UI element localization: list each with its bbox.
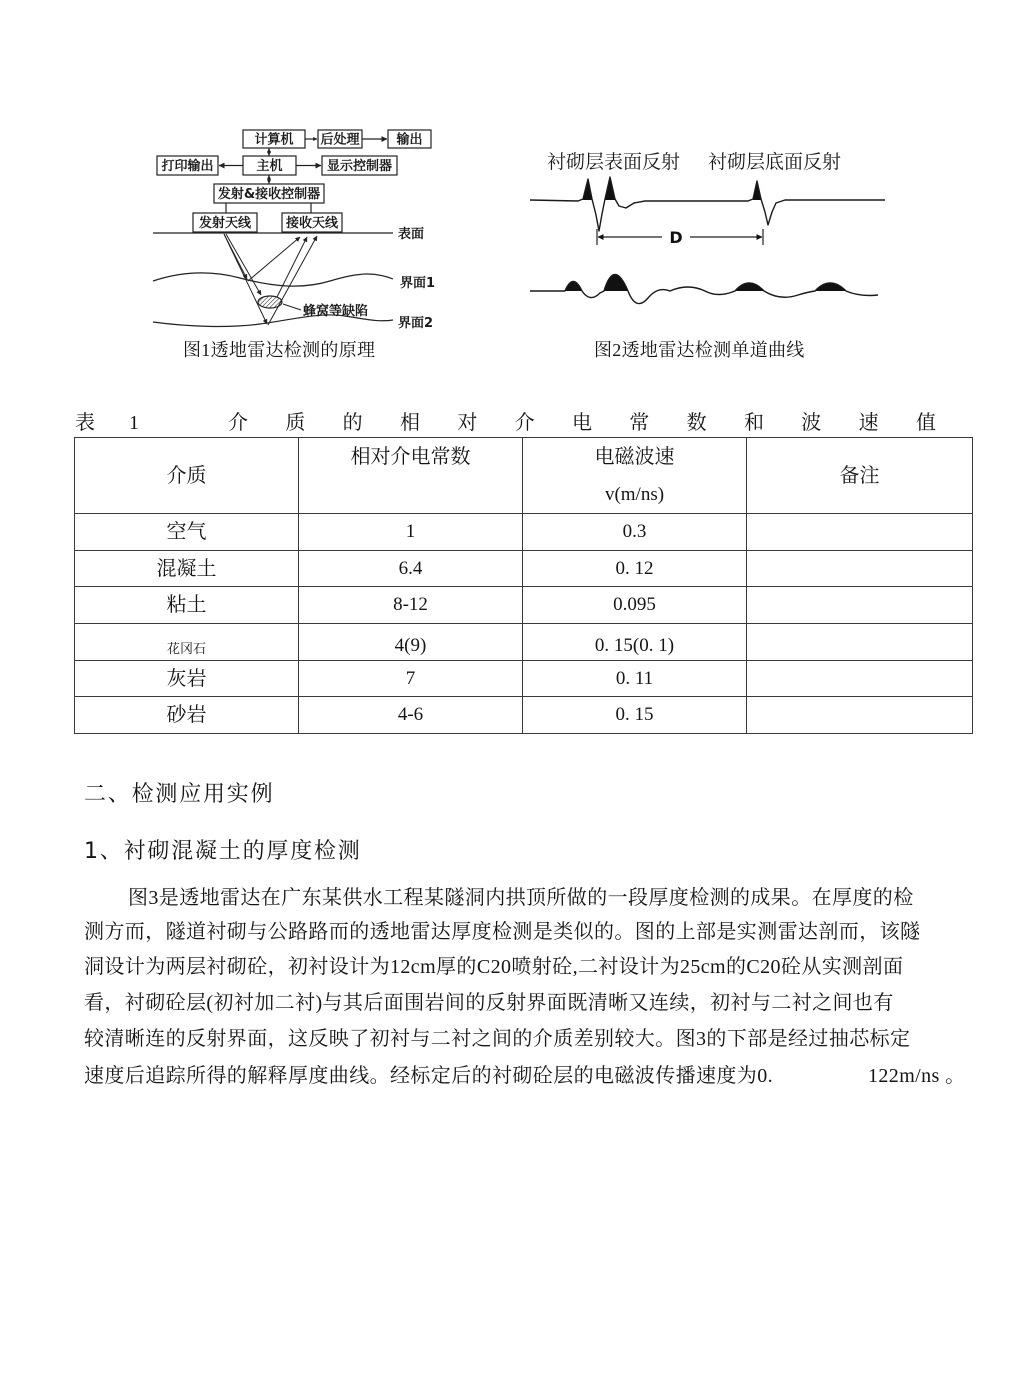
cell-remark [747,697,973,734]
defect-leader-line [283,304,301,310]
header-velocity-unit: v(m/ns) [604,484,665,505]
table-caption-glyph: 的 [342,412,363,434]
header-permittivity [299,438,523,514]
cell-remark [747,587,973,624]
header-remark: 备注 [747,438,973,514]
cell-velocity: 0. 11 [523,660,747,697]
cell-permittivity: 4(9) [299,624,523,661]
cell-remark [747,514,973,551]
box-post-processing-label: 后处理 [320,132,360,148]
cell-velocity: 0. 15 [523,697,747,734]
interface-1-line [153,273,393,286]
section-subheading: 1、衬砌混凝土的厚度检测 [84,839,362,864]
cell-permittivity: 1 [299,514,523,551]
table-caption-glyph: 电 [571,412,592,434]
table-row [75,514,973,551]
table-caption-glyph: 表 [75,412,95,434]
table-caption-glyph: 对 [457,412,478,434]
box-computer-label: 计算机 [254,132,294,148]
table-caption-glyph: 速 [858,412,879,434]
table-title [228,411,936,435]
cell-velocity: 0.3 [523,514,747,551]
cell-velocity: 0. 15(0. 1) [523,624,747,661]
trace-1-positive-peak [605,177,615,200]
figure-2-single-trace-curve [520,145,895,320]
table-row [75,587,973,624]
table-row [75,660,973,697]
table-row [75,624,973,661]
paragraph-line-tail: 122m/ns 。 [868,1065,966,1087]
ray-arrow [277,237,307,297]
ray-arrow [248,237,300,281]
section-heading: 二、检测应用实例 [84,782,275,807]
cell-medium: 灰岩 [75,660,299,697]
table-row [75,697,973,734]
paragraph-line: 较清晰连的反射界面，这反映了初衬与二衬之间的介质差别较大。图3的下部是经过抽芯标定 [84,1028,911,1050]
box-print-output-label: 打印输出 [161,159,214,174]
cell-medium: 粘土 [75,587,299,624]
ray-arrow [226,234,261,295]
cell-remark [747,624,973,661]
cell-remark [747,660,973,697]
box-rx-antenna-label: 接收天线 [285,216,339,231]
ray-arrow [224,234,247,279]
defect-label: 蜂窝等缺陷 [303,304,369,319]
bottom-reflection-label: 衬砌层底面反射 [708,152,842,173]
header-velocity-label: 电磁波速 [594,446,675,468]
cell-permittivity: 6.4 [299,550,523,587]
surface-reflection-label: 衬砌层表面反射 [547,152,681,173]
box-tx-rx-controller-label: 发射&接收控制器 [217,187,321,202]
paragraph-line: 图3是透地雷达在广东某供水工程某隧洞内拱顶所做的一段厚度检测的成果。在厚度的检 [128,887,914,909]
paragraph-line: 洞设计为两层衬砌砼，初衬设计为12cm厚的C20喷射砼,二衬设计为25cm的C20砼从实测剖面 [84,956,904,978]
table-caption-glyph: 质 [285,412,306,434]
table-header-row [75,438,973,514]
interface-1-label: 界面1 [400,276,436,291]
header-medium: 介质 [75,438,299,514]
dimension-label: D [669,228,683,247]
box-host-label: 主机 [256,159,283,174]
table-caption-glyph: 值 [915,412,936,434]
table-caption-glyph: 1 [129,412,139,434]
cell-velocity: 0. 12 [523,550,747,587]
table-label [75,411,139,435]
interface-2-label: 界面2 [398,316,434,331]
cell-remark [747,550,973,587]
permittivity-velocity-table [74,437,973,734]
table-caption-glyph: 介 [514,412,535,434]
cell-medium: 砂岩 [75,697,299,734]
cell-medium: 空气 [75,514,299,551]
table-row [75,550,973,587]
table-caption-glyph: 波 [801,412,822,434]
cell-medium: 混凝土 [75,550,299,587]
paragraph-line: 看，衬砌砼层(初衬加二衬)与其后面围岩间的反射界面既清晰又连续，初衬与二衬之间也有 [84,992,894,1014]
box-tx-antenna-label: 发射天线 [198,216,252,231]
figure-1-caption: 图1透地雷达检测的原理 [183,340,376,360]
cell-medium: 花冈石 [75,624,299,661]
table-caption-glyph: 数 [686,412,707,434]
box-output-label: 输出 [396,132,423,148]
table-caption-glyph: 常 [629,412,650,434]
cell-permittivity: 4-6 [299,697,523,734]
table-caption-glyph: 相 [399,412,420,434]
header-permittivity-label: 相对介电常数 [350,446,471,468]
paragraph-line: 测方而，隧道衬砌与公路路而的透地雷达厚度检测是类似的。图的上部是实测雷达剖而，该隧 [84,921,921,943]
paragraph-line: 速度后追踪所得的解释厚度曲线。经标定后的衬砌砼层的电磁波传播速度为0. [84,1065,773,1087]
cell-velocity: 0.095 [523,587,747,624]
box-display-controller-label: 显示控制器 [326,159,393,174]
cell-permittivity: 8-12 [299,587,523,624]
surface-label: 表面 [398,227,425,242]
figure-1-gpr-principle-diagram [145,120,445,335]
header-velocity [523,438,747,514]
trace-1-waveform [530,177,885,231]
cell-permittivity: 7 [299,660,523,697]
table-caption-glyph: 介 [228,412,248,434]
table-caption-glyph: 和 [743,412,764,434]
figure-2-caption: 图2透地雷达检测单道曲线 [594,340,805,360]
